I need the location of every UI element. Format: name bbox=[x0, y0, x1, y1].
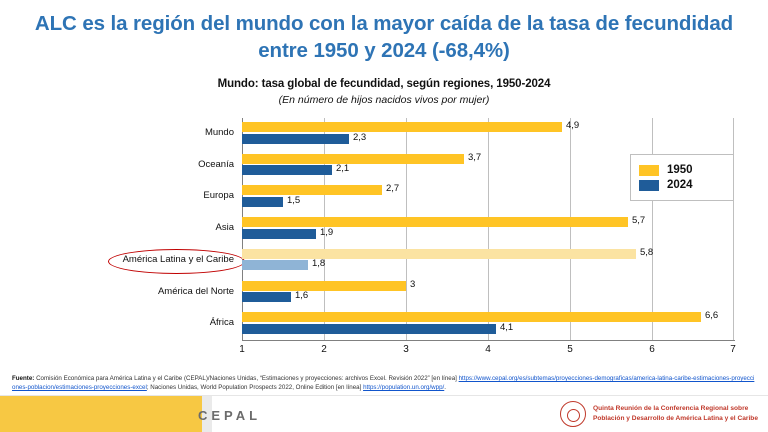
bar-value-1950: 3 bbox=[410, 278, 416, 290]
bar-2024 bbox=[242, 134, 349, 144]
source-text-1: Comisión Económica para América Latina y el Caribe (CEPAL)/Naciones Unidas, “Estimaciones y proyecciones: archivos Excel. Revisión 2022” [en línea] bbox=[34, 375, 459, 382]
x-tick: 5 bbox=[567, 344, 573, 355]
event-title bbox=[593, 404, 758, 423]
bar-value-1950: 5,8 bbox=[640, 246, 654, 258]
x-tick: 1 bbox=[239, 344, 245, 355]
chart-row-mundo bbox=[8, 118, 760, 150]
bar-value-1950: 2,7 bbox=[386, 183, 400, 195]
chart-row-alc bbox=[8, 245, 760, 277]
bar-value-1950: 4,9 bbox=[566, 120, 580, 131]
bar-2024 bbox=[242, 292, 291, 302]
legend-item-1950 bbox=[639, 164, 725, 176]
bar-2024 bbox=[242, 260, 308, 270]
x-tick: 2 bbox=[321, 344, 327, 355]
x-tick: 6 bbox=[649, 344, 655, 355]
bar-value-2024: 1,9 bbox=[320, 226, 334, 238]
source-text-3: . bbox=[444, 384, 446, 392]
category-label: Asia bbox=[215, 222, 234, 234]
bar-value-2024: 4,1 bbox=[500, 321, 514, 333]
category-label: América del Norte bbox=[157, 285, 234, 297]
bar-1950 bbox=[242, 312, 701, 322]
event-branding bbox=[560, 401, 758, 427]
bar-value-2024: 2,1 bbox=[336, 163, 350, 175]
legend-label: 2024 bbox=[667, 179, 693, 191]
bar-2024 bbox=[242, 229, 316, 239]
bar-1950 bbox=[242, 154, 464, 164]
bar-2024 bbox=[242, 165, 332, 175]
source-link-cepal[interactable]: https://www.cepal.org/es/subtemas/proyecciones-demograficas/america-latina-caribe-estimaciones-proyecciones-poblacion/estimaciones-proyecciones-excel bbox=[12, 375, 755, 392]
event-title-line1: Quinta Reunión de la Conferencia Regional sobre bbox=[592, 405, 749, 413]
bar-value-1950: 5,7 bbox=[632, 215, 646, 227]
bar-1950 bbox=[242, 185, 382, 195]
chart-title: Mundo: tasa global de fecundidad, según regiones, 1950-2024 bbox=[217, 78, 551, 90]
legend-swatch-icon bbox=[639, 165, 659, 176]
bar-1950 bbox=[242, 217, 628, 227]
bar-value-1950: 6,6 bbox=[705, 310, 719, 322]
footer-accent-bar bbox=[0, 396, 202, 432]
bar-value-2024: 1,6 bbox=[295, 290, 309, 301]
bar-1950 bbox=[242, 249, 636, 259]
legend-label: 1950 bbox=[667, 164, 693, 176]
x-tick: 4 bbox=[485, 344, 491, 355]
chart-legend bbox=[630, 154, 734, 201]
chart-row-asia bbox=[8, 213, 760, 245]
x-tick-labels bbox=[239, 344, 736, 360]
source-text-2: ; Naciones Unidas, World Population Prospects 2022, Online Edition [en línea] bbox=[146, 384, 364, 392]
cepal-logo: CEPAL bbox=[198, 408, 262, 423]
footer bbox=[0, 395, 768, 432]
category-label: África bbox=[209, 317, 234, 329]
x-axis bbox=[242, 340, 735, 341]
x-tick: 3 bbox=[403, 344, 409, 355]
bar-1950 bbox=[242, 122, 562, 132]
chart-container bbox=[8, 78, 760, 370]
bar-2024 bbox=[242, 324, 496, 334]
page-title: ALC es la región del mundo con la mayor caída de la tasa de fecundidad entre 1950 y 2024 (-68,4%) bbox=[34, 12, 734, 63]
source-note bbox=[12, 374, 756, 393]
bar-2024 bbox=[242, 197, 283, 207]
category-label: Oceanía bbox=[198, 158, 234, 170]
chart-subtitle: (En número de hijos nacidos vivos por mujer) bbox=[278, 94, 490, 106]
conference-emblem-icon bbox=[560, 401, 586, 427]
bar-value-1950: 3,7 bbox=[468, 151, 482, 163]
category-label: Europa bbox=[203, 190, 234, 202]
legend-item-2024 bbox=[639, 179, 725, 191]
source-prefix: Fuente: bbox=[12, 375, 35, 382]
category-label: América Latina y el Caribe bbox=[122, 253, 234, 265]
source-link-un[interactable]: https://population.un.org/wpp/ bbox=[363, 384, 445, 392]
plot-area bbox=[8, 114, 760, 366]
bar-value-2024: 2,3 bbox=[353, 131, 367, 143]
chart-row-africa bbox=[8, 308, 760, 340]
bar-1950 bbox=[242, 281, 406, 291]
legend-swatch-icon bbox=[639, 180, 659, 191]
chart-row-america-del-norte bbox=[8, 277, 760, 309]
bar-value-2024: 1,8 bbox=[312, 258, 326, 270]
event-title-line2: Población y Desarrollo de América Latina y el Caribe bbox=[592, 415, 758, 422]
category-label: Mundo bbox=[204, 127, 234, 138]
bar-value-2024: 1,5 bbox=[287, 194, 301, 206]
x-tick: 7 bbox=[730, 344, 736, 355]
